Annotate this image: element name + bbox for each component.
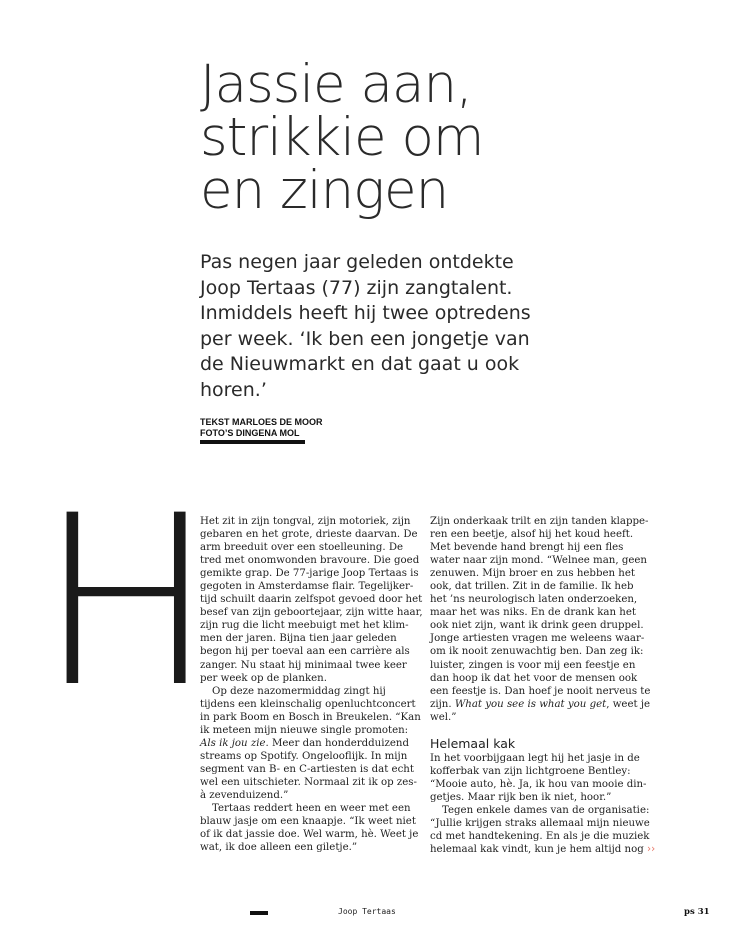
body-column-2 <box>430 515 658 856</box>
body-line: een feestje is. Dan hoef je nooit nerveus te <box>430 685 651 697</box>
subheading: Helemaal kak <box>430 735 516 751</box>
body-text: , weet je <box>606 698 651 710</box>
continue-arrow-icon: ›› <box>647 844 656 856</box>
intro-paragraph <box>200 250 560 403</box>
body-line: begon hij per toeval aan een carrière als <box>200 646 410 658</box>
single-title: Als ik jou zie <box>200 737 266 749</box>
body-line: “Mooie auto, hè. Ja, ik hou van mooie din- <box>430 778 647 790</box>
quote-italic: What you see is what you get <box>454 698 607 710</box>
body-line: in park Boom en Bosch in Breukelen. “Kan <box>200 711 421 723</box>
body-line: tijd schuilt daarin zelfspot gevoed door het <box>200 594 423 606</box>
body-line: of ik dat jassie doe. Wel warm, hè. Weet je <box>200 829 419 841</box>
body-line <box>430 843 658 856</box>
intro-line: horen.’ <box>200 378 267 401</box>
footer-section-name: Joop Tertaas <box>338 907 396 916</box>
body-text: helemaal kak vindt, kun je hem altijd nog <box>430 844 644 856</box>
intro-line: Joop Tertaas (77) zijn zangtalent. <box>200 276 513 299</box>
body-line: Tegen enkele dames van de organisatie: <box>442 804 650 816</box>
body-line: water naar zijn mond. “Welnee man, geen <box>430 555 647 567</box>
body-line: segment van B- en C-artiesten is dat echt <box>200 763 414 775</box>
body-line: ook niet zijn, want ik drink geen druppel. <box>430 620 644 632</box>
body-line: Zijn onderkaak trilt en zijn tanden klappe- <box>430 516 649 527</box>
body-line: besef van zijn geboortejaar, zijn witte haar, <box>200 607 423 619</box>
body-line: Met bevende hand brengt hij een fles <box>430 542 624 554</box>
body-line: zenuwen. Mijn broer en zus hebben het <box>430 568 635 580</box>
body-line: ook, dat trillen. Zit in de familie. Ik heb <box>430 581 634 593</box>
body-line: wel.” <box>430 711 457 723</box>
body-line: zijn rug die licht meebuigt met het klim- <box>200 620 409 632</box>
body-line: om ik nooit zenuwachtig ben. Dan zeg ik: <box>430 646 644 658</box>
body-line: tijdens een kleinschalig openluchtconcert <box>200 698 416 710</box>
body-text: zijn. <box>430 698 455 710</box>
body-line: getjes. Maar rijk ben ik niet, hoor.” <box>430 791 612 803</box>
body-line: gebaren en het grote, drieste daarvan. De <box>200 529 418 541</box>
drop-cap: H <box>38 466 215 739</box>
body-line: gemikte grap. De 77-jarige Joop Tertaas is <box>200 568 419 580</box>
title-line: en zingen <box>200 160 449 221</box>
body-line: Jonge artiesten vragen me weleens waar- <box>430 633 645 645</box>
body-line: gegoten in Amsterdamse flair. Tegelijker- <box>200 581 414 593</box>
body-line: Op deze nazomermiddag zingt hij <box>212 685 386 697</box>
body-line: tred met onomwonden bravoure. Die goed <box>200 555 420 567</box>
body-line: Het zit in zijn tongval, zijn motoriek, zijn <box>200 516 411 527</box>
body-line: dan hoop ik dat het voor de mensen ook <box>430 672 638 684</box>
credit-text: TEKST MARLOES DE MOOR <box>200 417 323 427</box>
body-line: kofferbak van zijn lichtgroene Bentley: <box>430 765 631 777</box>
body-line: “Jullie krijgen straks allemaal mijn nieuwe <box>430 817 650 829</box>
body-line: ik meteen mijn nieuwe single promoten: <box>200 724 409 736</box>
body-line: arm breeduit over een stoelleuning. De <box>200 542 404 554</box>
body-line: streams op Spotify. Ongelooflijk. In mijn <box>200 750 408 762</box>
intro-line: de Nieuwmarkt en dat gaat u ook <box>200 353 520 375</box>
footer-mark <box>250 911 268 915</box>
body-line: het ’ns neurologisch laten onderzoeken, <box>430 594 638 606</box>
intro-line: Pas negen jaar geleden ontdekte <box>200 251 514 273</box>
intro-line: Inmiddels heeft hij twee optredens <box>200 302 531 324</box>
body-line: Tertaas reddert heen en weer met een <box>212 803 411 815</box>
body-line: zanger. Nu staat hij minimaal twee keer <box>200 659 407 671</box>
page-number: ps 31 <box>684 907 710 917</box>
body-column-1 <box>200 515 428 854</box>
body-line: wat, ik doe alleen een giletje.” <box>200 842 358 854</box>
article-title <box>200 54 484 221</box>
body-line: blauw jasje om een knaapje. “Ik weet niet <box>200 816 416 828</box>
credit-underline <box>200 440 305 444</box>
body-line <box>430 698 658 711</box>
body-line: wel een uitschieter. Normaal zit ik op zes- <box>200 776 417 788</box>
title-line: strikkie om <box>200 107 484 168</box>
credits <box>200 417 323 439</box>
body-line: men der jaren. Bijna tien jaar geleden <box>200 633 397 645</box>
body-line: per week op de planken. <box>200 672 327 684</box>
body-line: luister, zingen is voor mij een feestje en <box>430 659 636 671</box>
credit-photos: FOTO’S DINGENA MOL <box>200 428 300 438</box>
intro-line: per week. ‘Ik ben een jongetje van <box>200 327 530 350</box>
body-line: In het voorbijgaan legt hij het jasje in de <box>430 752 640 764</box>
body-text: . Meer dan honderdduizend <box>265 737 409 749</box>
body-line: cd met handtekening. En als je die muziek <box>430 831 650 843</box>
body-line: ren een beetje, alsof hij het koud heeft. <box>430 529 634 541</box>
title-line: Jassie aan, <box>200 54 472 115</box>
body-line: à zevenduizend.” <box>200 789 289 801</box>
body-line: maar het was niks. En de drank kan het <box>430 607 636 619</box>
body-line <box>200 737 428 750</box>
